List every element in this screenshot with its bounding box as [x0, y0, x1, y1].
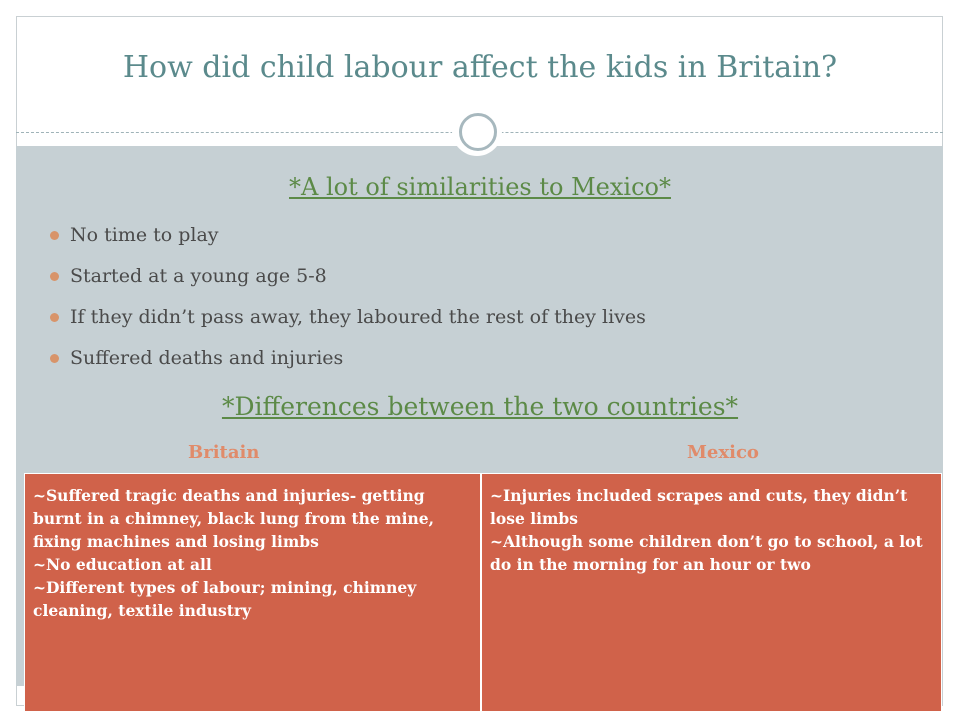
bullet-text: No time to play: [70, 224, 219, 246]
britain-column-label: Britain: [188, 442, 260, 463]
mexico-line: ~Injuries included scrapes and cuts, they didn’t lose limbs: [490, 486, 908, 528]
bullet-dot-icon: [50, 354, 59, 363]
list-item: [50, 261, 646, 302]
bullet-text: Suffered deaths and injuries: [70, 347, 344, 369]
similarities-heading: *A lot of similarities to Mexico*: [289, 173, 671, 201]
bullet-dot-icon: [50, 272, 59, 281]
bullet-dot-icon: [50, 231, 59, 240]
mexico-column-label: Mexico: [687, 442, 759, 463]
bullet-text: If they didn’t pass away, they laboured the rest of they lives: [70, 306, 646, 328]
britain-cell: [25, 474, 482, 711]
circle-ornament-icon: [452, 106, 502, 156]
mexico-cell: [482, 474, 941, 711]
britain-line: ~No education at all: [33, 555, 212, 574]
list-item: [50, 220, 646, 261]
list-item: [50, 302, 646, 343]
slide-title: How did child labour affect the kids in Britain?: [122, 50, 838, 85]
britain-line: ~Different types of labour; mining, chimney cleaning, textile industry: [33, 578, 417, 620]
mexico-line: ~Although some children don’t go to school, a lot do in the morning for an hour or two: [490, 532, 923, 574]
comparison-table: [24, 473, 942, 712]
list-item: [50, 343, 646, 384]
similarities-list: [50, 220, 646, 384]
bullet-dot-icon: [50, 313, 59, 322]
differences-heading: *Differences between the two countries*: [221, 392, 739, 421]
britain-line: ~Suffered tragic deaths and injuries- getting burnt in a chimney, black lung from the mine, fixing machines and losing limbs: [33, 486, 435, 551]
bullet-text: Started at a young age 5-8: [70, 265, 327, 287]
